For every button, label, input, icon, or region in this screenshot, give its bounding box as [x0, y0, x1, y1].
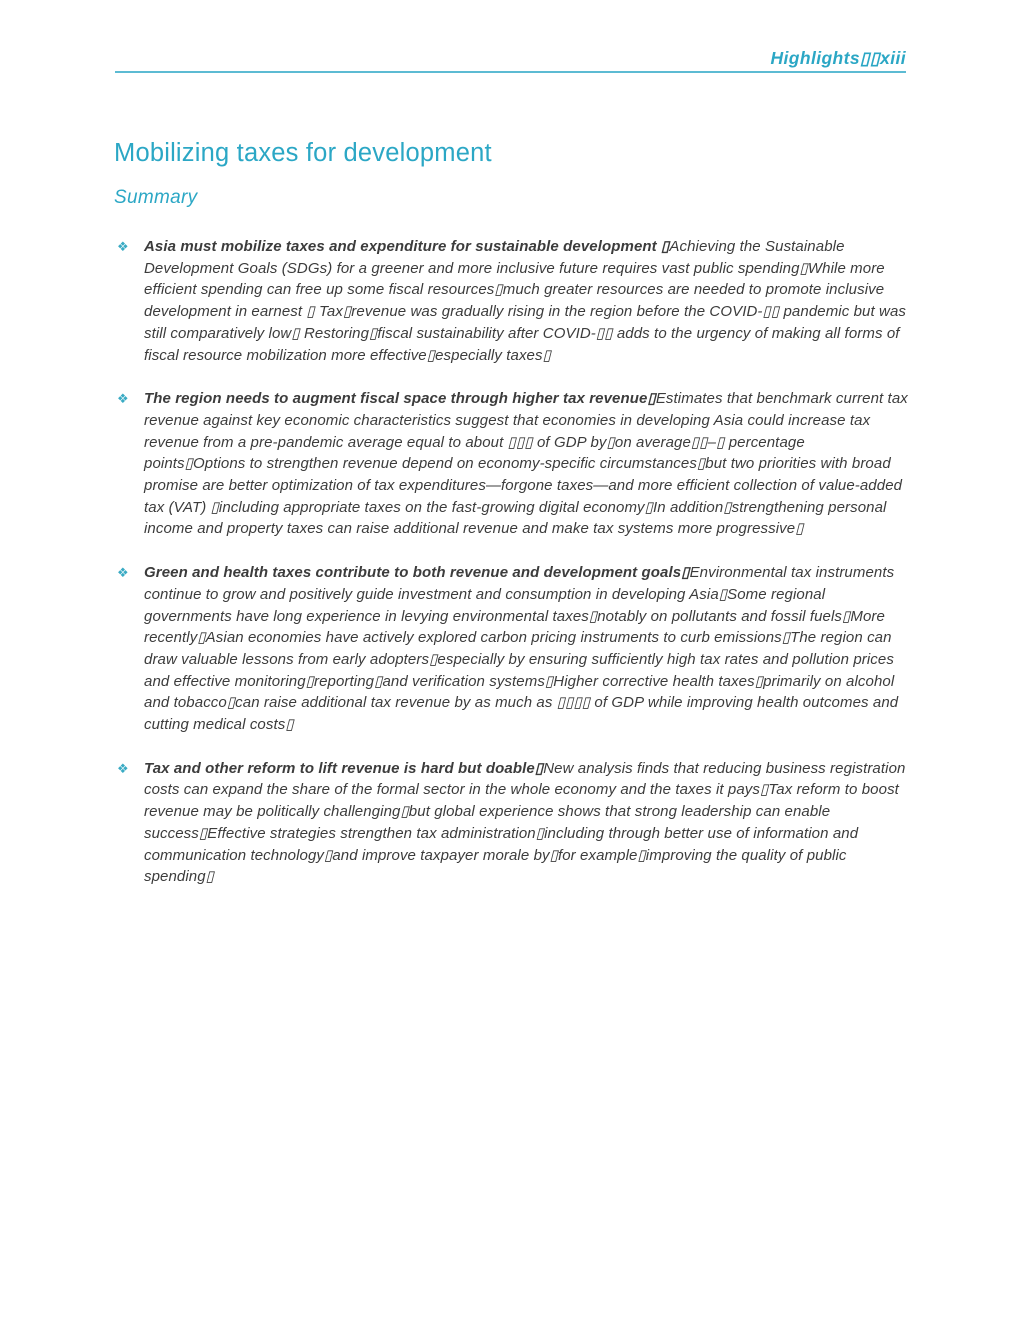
bullet-body-text: Estimates that benchmark current tax revenue against key economic characteristics suggest that economies in developing Asia could increase tax revenue from a pre-pandemic average equal to about ▯▯▯ of GDP by▯on average▯▯–▯ percentage points▯Options to strengthen revenue depend on economy-specific circumstances▯but two priorities with broad promise are better optimization of tax expenditures—forgone taxes—and more efficient collection of value-added tax (VAT) ▯including appropriate taxes on the fast-growing digital economy▯In addition▯strengthening personal income and property taxes can raise additional revenue and make tax systems more progressive▯ [144, 390, 908, 538]
bullet-paragraph [144, 562, 909, 736]
section-subtitle: Summary [114, 187, 198, 208]
diamond-bullet-icon: ❖ [117, 239, 129, 254]
bullet-paragraph [144, 388, 909, 540]
bullet-lead-sentence: The region needs to augment fiscal space through higher tax revenue▯ [144, 390, 656, 408]
diamond-bullet-icon: ❖ [117, 565, 129, 581]
summary-bullet [117, 388, 909, 540]
summary-bullet [117, 236, 909, 366]
diamond-bullet-icon: ❖ [117, 760, 129, 776]
bullet-body-text: Achieving the Sustainable Development Goals (SDGs) for a greener and more inclusive future requires vast public spending▯While more efficient spending can free up some fiscal resources▯much greater resources are needed to promote inclusive development in earnest ▯ Tax▯revenue was gradually rising in the region before the COVID-▯▯ pandemic but was still comparatively low▯ Restoring▯fiscal sustainability after COVID-▯▯ adds to the urgency of making all forms of fiscal resource mobilization more effective▯especially taxes▯ [144, 238, 906, 364]
summary-bullet [117, 758, 909, 888]
running-head: Highlights▯▯xiii [770, 48, 906, 68]
summary-list [117, 236, 909, 910]
page-title: Mobilizing taxes for development [114, 139, 492, 167]
bullet-body-text: New analysis finds that reducing business registration costs can expand the share of the formal sector in the whole economy and the taxes it pays▯Tax reform to boost revenue may be politically challenging▯but global experience shows that strong leadership can enable success▯Effective strategies strengthen tax administration▯including through better use of information and communication technology▯and improve taxpayer morale by▯for example▯improving the quality of public spending▯ [144, 759, 906, 886]
bullet-paragraph [144, 758, 909, 888]
diamond-bullet-icon: ❖ [117, 391, 129, 407]
header-rule [115, 71, 906, 73]
bullet-lead-sentence: Green and health taxes contribute to both revenue and development goals▯ [144, 564, 690, 582]
bullet-lead-sentence: Asia must mobilize taxes and expenditure for sustainable development ▯ [144, 238, 670, 255]
bullet-lead-sentence: Tax and other reform to lift revenue is hard but doable▯ [144, 759, 544, 777]
summary-bullet [117, 562, 909, 736]
bullet-body-text: Environmental tax instruments continue to grow and positively guide investment and consumption in developing Asia▯Some regional governments have long experience in levying environmental taxes▯notably on pollutants and fossil fuels▯More recently▯Asian economies have actively explored carbon pricing instruments to curb emissions▯The region can draw valuable lessons from early adopters▯especially by ensuring sufficiently high tax rates and pollution prices and effective monitoring▯reporting▯and verification systems▯Higher corrective health taxes▯primarily on alcohol and tobacco▯can raise additional tax revenue by as much as ▯▯▯▯ of GDP while improving health outcomes and cutting medical costs▯ [144, 564, 899, 734]
bullet-paragraph [144, 236, 909, 366]
